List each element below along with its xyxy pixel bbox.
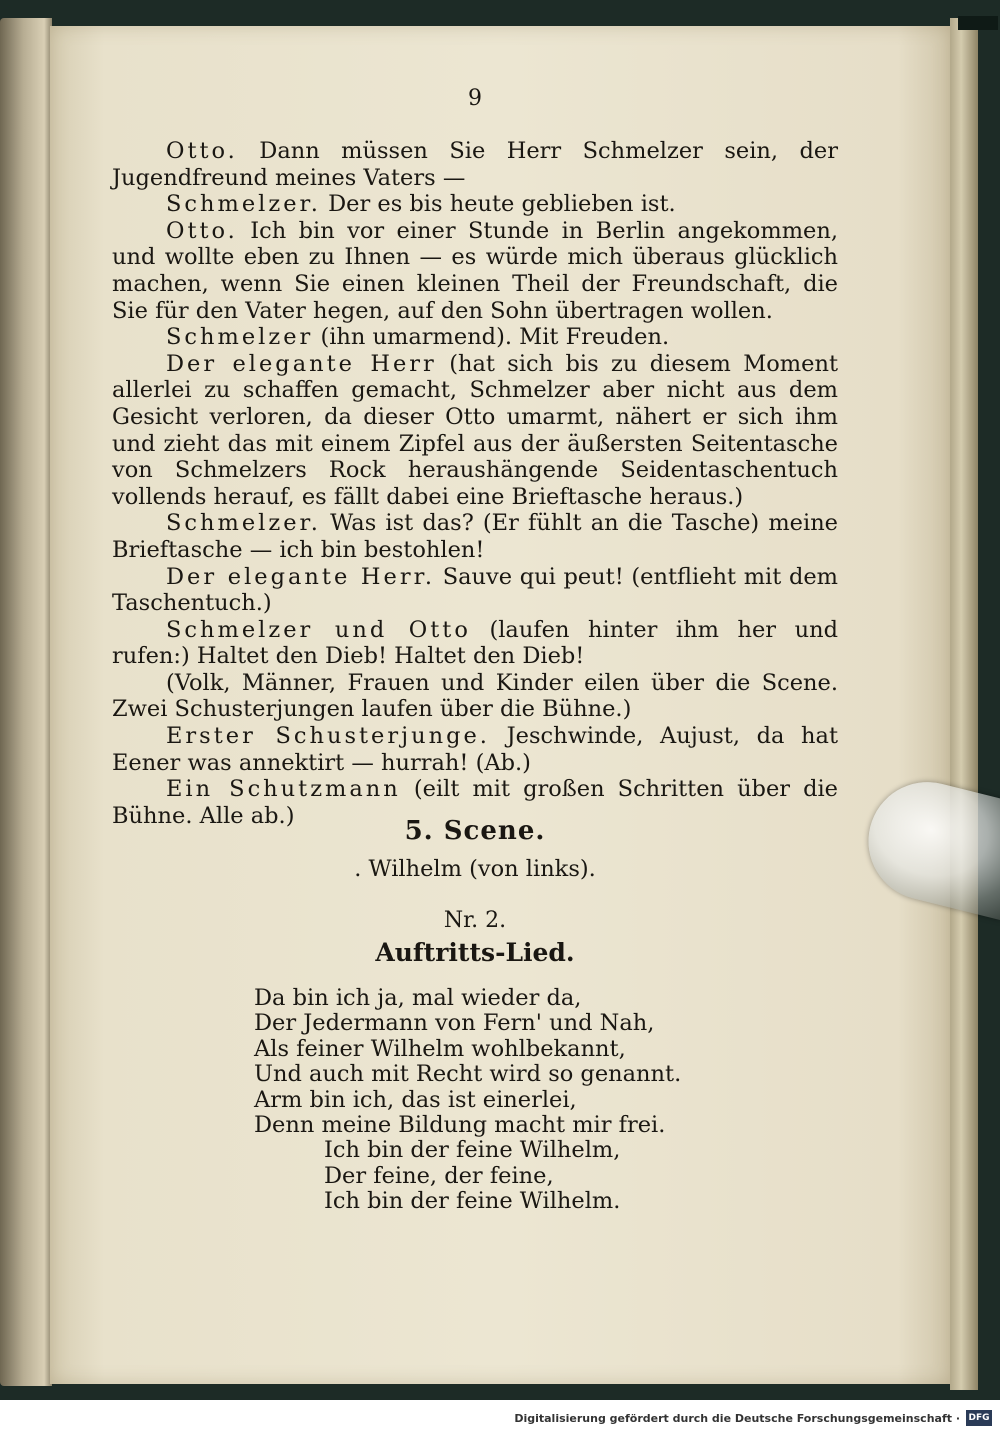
speaker: Otto. bbox=[166, 217, 238, 244]
dialogue-text: Was ist das? (Er fühlt an die Tasche) meine Brieftasche — ich bin bestohlen! bbox=[112, 510, 839, 563]
dialogue-text: Der es bis heute geblieben ist. bbox=[328, 191, 676, 218]
page-number: 9 bbox=[468, 86, 482, 111]
dialogue-text: Sauve qui peut! (entflieht mit dem Taschentuch.) bbox=[112, 563, 838, 617]
speaker: Erster Schusterjunge. bbox=[166, 723, 490, 750]
verse-line: Der Jedermann von Fern' und Nah, bbox=[254, 1010, 655, 1037]
song-number: Nr. 2. bbox=[443, 908, 507, 933]
verse-line: Denn meine Bildung macht mir frei. bbox=[254, 1112, 666, 1139]
footer-credit: Digitalisierung gefördert durch die Deutsche Forschungsgemeinschaft · bbox=[514, 1412, 960, 1425]
speaker: Schmelzer. bbox=[166, 191, 321, 218]
speaker: Ein Schutzmann bbox=[166, 776, 401, 803]
refrain-line: Ich bin der feine Wilhelm. bbox=[324, 1188, 621, 1215]
refrain-line: Ich bin der feine Wilhelm, bbox=[324, 1137, 621, 1164]
dialogue-line bbox=[112, 351, 838, 511]
dialogue-block bbox=[112, 138, 838, 829]
dialogue-line bbox=[112, 617, 838, 670]
speaker: Der elegante Herr. bbox=[166, 563, 436, 590]
scene-title: 5. Scene. bbox=[404, 816, 546, 846]
verse-line: Arm bin ich, das ist einerlei, bbox=[254, 1086, 577, 1113]
dialogue-line bbox=[112, 191, 838, 218]
dialogue-line bbox=[112, 723, 838, 776]
stage-direction bbox=[112, 670, 838, 723]
verse-line: Da bin ich ja, mal wieder da, bbox=[254, 985, 582, 1011]
dialogue-text: (Volk, Männer, Frauen und Kinder eilen über die Scene. Zwei Schusterjungen laufen über die Bühne.) bbox=[112, 669, 838, 723]
dialogue-text: (hat sich bis zu diesem Moment allerlei zu schaffen gemacht, Schmelzer aber nicht aus dem Gesicht verloren, da dieser Otto umarmt, nähert er sich ihm und zieht das mit einem Zipfel aus der äußersten Seitentasche von Schmelzers Rock heraushängende Seidentaschentuch vollends herauf, es fällt dabei eine Brieftasche heraus.) bbox=[112, 350, 838, 510]
right-book-edge bbox=[950, 18, 978, 1390]
speaker: Schmelzer. bbox=[166, 510, 321, 537]
dialogue-text: Dann müssen Sie Herr Schmelzer sein, der Jugendfreund meines Vaters — bbox=[112, 138, 838, 191]
footer-bar bbox=[0, 1400, 1000, 1440]
dialogue-text: (eilt mit großen Schritten über die Bühne. Alle ab.) bbox=[112, 776, 838, 829]
verse-line: Als feiner Wilhelm wohlbekannt, bbox=[254, 1035, 626, 1062]
song-verse bbox=[254, 986, 814, 1215]
verse-line: Und auch mit Recht wird so genannt. bbox=[254, 1061, 682, 1088]
scanner-clamp bbox=[958, 16, 998, 30]
song-title: Auftritts-Lied. bbox=[375, 938, 575, 967]
dialogue-text: (ihn umarmend). Mit Freuden. bbox=[320, 324, 670, 351]
dfg-logo-icon: DFG bbox=[966, 1410, 992, 1426]
dialogue-line bbox=[112, 564, 838, 617]
dialogue-line bbox=[112, 138, 838, 191]
speaker: Schmelzer und Otto bbox=[166, 616, 471, 643]
refrain-line: Der feine, der feine, bbox=[324, 1162, 554, 1189]
dialogue-line bbox=[112, 510, 838, 563]
speaker: Otto. bbox=[166, 138, 238, 164]
speaker: Der elegante Herr bbox=[166, 350, 437, 377]
speaker: Schmelzer bbox=[166, 324, 314, 351]
dialogue-text: Ich bin vor einer Stunde in Berlin angekommen, und wollte eben zu Ihnen — es würde mich überaus glücklich machen, wenn Sie einen kleinen Theil der Freundschaft, die Sie für den Vater hegen, auf den Sohn übertragen wollen. bbox=[112, 217, 838, 324]
dialogue-text: Jeschwinde, Aujust, da hat Eener was annektirt — hurrah! (Ab.) bbox=[112, 723, 839, 776]
left-page-edge bbox=[0, 18, 52, 1386]
scene-character: . Wilhelm (von links). bbox=[354, 856, 596, 882]
dialogue-line bbox=[112, 218, 838, 324]
dialogue-text: (laufen hinter ihm her und rufen:) Haltet den Dieb! Haltet den Dieb! bbox=[112, 616, 838, 670]
dialogue-line bbox=[112, 324, 838, 351]
